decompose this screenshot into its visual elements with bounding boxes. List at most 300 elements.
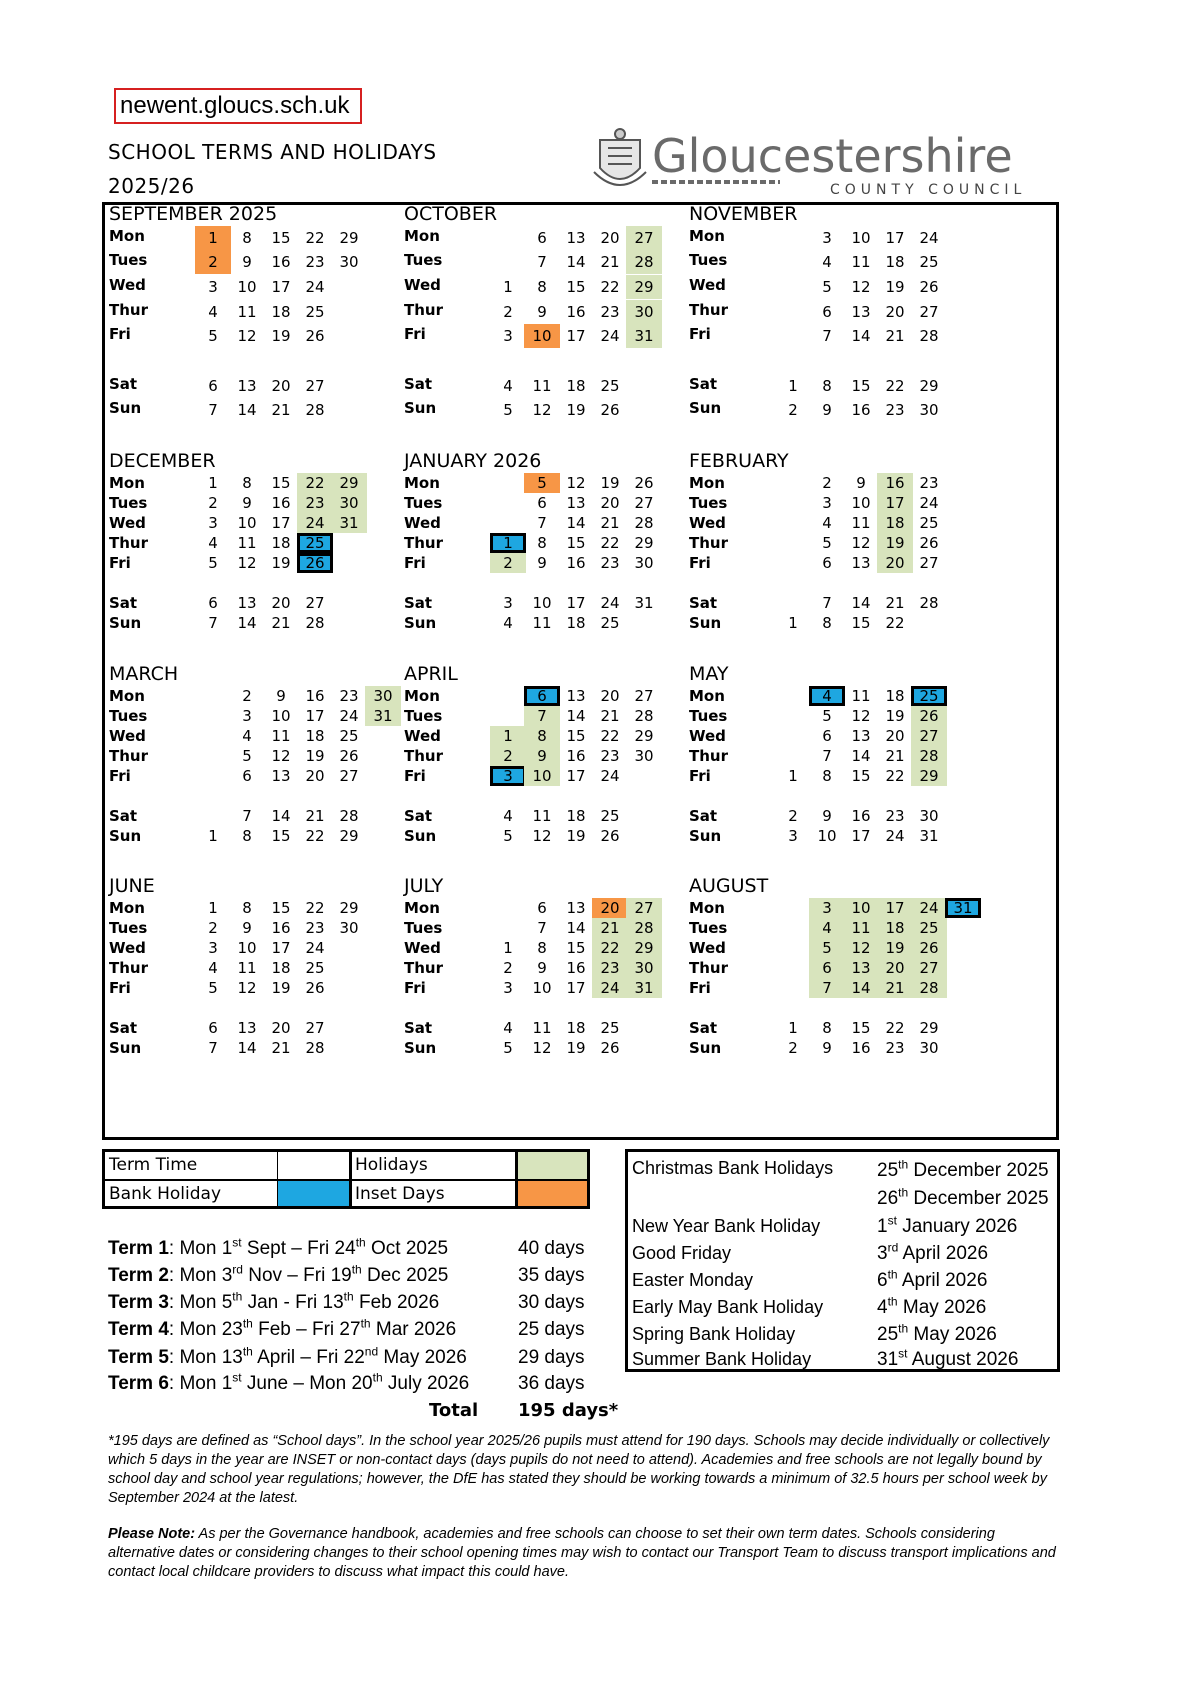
date-cell: 30 — [331, 493, 367, 513]
date-cell: 15 — [271, 827, 291, 845]
date-cell: 15 — [271, 899, 291, 917]
term-line — [108, 1235, 449, 1260]
date-cell: 5 — [208, 554, 218, 572]
bank-holiday-date — [877, 1240, 989, 1265]
date-cell: 14 — [271, 807, 291, 825]
date-cell: 3 — [208, 939, 218, 957]
date-cell: 23 — [885, 1039, 905, 1057]
date-cell: 5 — [503, 1039, 513, 1057]
day-label: Wed — [404, 514, 441, 532]
day-label: Fri — [404, 979, 426, 997]
date-cell: 22 — [600, 727, 620, 745]
date-cell: 24 — [305, 939, 325, 957]
date-suffix: th — [898, 1185, 909, 1200]
svg-text:COUNTY COUNCIL: COUNTY COUNCIL — [830, 182, 1027, 198]
date-cell: 23 — [919, 474, 939, 492]
date-cell: 16 — [877, 473, 913, 493]
date-cell: 20 — [885, 303, 905, 321]
date-cell: 6 — [208, 594, 218, 612]
term-text: Dec 2025 — [361, 1265, 449, 1286]
date-cell: 1 — [503, 939, 513, 957]
term-text: th — [242, 1316, 253, 1331]
date-cell: 15 — [851, 614, 871, 632]
term-line — [108, 1316, 457, 1341]
date-cell: 17 — [271, 939, 291, 957]
date-cell: 30 — [626, 300, 662, 324]
day-label: Sat — [689, 807, 718, 825]
day-label: Tues — [689, 494, 728, 512]
day-label: Sun — [109, 1039, 142, 1057]
date-cell: 3 — [208, 514, 218, 532]
date-cell: 16 — [566, 554, 586, 572]
date-cell: 23 — [339, 687, 359, 705]
day-label: Fri — [109, 325, 131, 343]
date-cell: 25 — [339, 727, 359, 745]
date-cell: 23 — [600, 554, 620, 572]
term-text: st — [232, 1235, 242, 1250]
term-text: Nov – Fri 19 — [242, 1265, 352, 1286]
date-cell: 25 — [600, 807, 620, 825]
day-label: Mon — [109, 687, 145, 705]
date-cell: 15 — [271, 474, 291, 492]
date-cell: 13 — [566, 899, 586, 917]
date-cell: 29 — [339, 827, 359, 845]
date-cell: 30 — [634, 554, 654, 572]
date-cell: 20 — [271, 377, 291, 395]
day-label: Mon — [404, 227, 440, 245]
date-cell: 3 — [503, 979, 513, 997]
term-text: st — [232, 1370, 242, 1385]
date-cell: 24 — [600, 594, 620, 612]
date-cell: 14 — [843, 978, 879, 998]
date-cell: 18 — [271, 959, 291, 977]
date-cell: 24 — [600, 327, 620, 345]
date-cell: 28 — [634, 707, 654, 725]
term-text: : Mon 23 — [168, 1319, 243, 1340]
date-cell: 19 — [271, 554, 291, 572]
month-name: DECEMBER — [109, 450, 216, 472]
date-cell: 25 — [305, 959, 325, 977]
day-label: Sat — [109, 807, 138, 825]
date-cell: 22 — [592, 938, 628, 958]
date-cell: 30 — [626, 958, 662, 978]
date-cell: 4 — [242, 727, 252, 745]
date-cell: 12 — [851, 707, 871, 725]
month-name: AUGUST — [689, 875, 769, 897]
date-cell: 9 — [242, 919, 252, 937]
date-cell: 14 — [851, 594, 871, 612]
date-cell: 1 — [503, 278, 513, 296]
date-cell: 24 — [305, 278, 325, 296]
date-cell: 5 — [524, 473, 560, 493]
date-cell: 25 — [919, 514, 939, 532]
date-cell: 18 — [566, 377, 586, 395]
date-cell: 6 — [208, 1019, 218, 1037]
date-cell: 28 — [911, 978, 947, 998]
date-cell: 15 — [566, 534, 586, 552]
day-label: Sat — [109, 594, 138, 612]
date-cell: 21 — [592, 918, 628, 938]
legend-bank-holiday: Bank Holiday — [109, 1184, 222, 1204]
date-cell: 24 — [911, 898, 947, 918]
month-name: MARCH — [109, 663, 179, 685]
date-cell: 19 — [600, 474, 620, 492]
date-cell: 6 — [524, 686, 560, 706]
date-cell: 6 — [822, 554, 832, 572]
date-cell: 19 — [271, 327, 291, 345]
swatch-inset — [518, 1181, 587, 1206]
legend — [102, 1149, 590, 1209]
total-days: 195 days* — [518, 1400, 619, 1421]
legend-inset-days: Inset Days — [355, 1184, 445, 1204]
date-cell: 21 — [600, 253, 620, 271]
date-cell: 11 — [843, 918, 879, 938]
date-cell: 2 — [503, 959, 513, 977]
day-label: Mon — [689, 227, 725, 245]
logo-wordmark — [652, 129, 1026, 198]
date-cell: 18 — [877, 513, 913, 533]
date-cell: 10 — [817, 827, 837, 845]
date-cell: 9 — [276, 687, 286, 705]
date-cell: 28 — [626, 918, 662, 938]
date-cell: 28 — [305, 401, 325, 419]
date-cell: 29 — [331, 473, 367, 493]
date-cell: 7 — [537, 514, 547, 532]
date-cell: 27 — [911, 958, 947, 978]
term-text: Mar 2026 — [370, 1319, 457, 1340]
date-cell: 4 — [208, 959, 218, 977]
date-cell: 10 — [851, 494, 871, 512]
date-cell: 18 — [566, 1019, 586, 1037]
date-cell: 11 — [532, 377, 552, 395]
date-cell: 5 — [822, 707, 832, 725]
date-cell: 29 — [634, 727, 654, 745]
date-day: 31 — [877, 1349, 899, 1370]
date-cell: 12 — [237, 554, 257, 572]
date-suffix: rd — [887, 1240, 899, 1255]
date-cell: 12 — [851, 534, 871, 552]
date-cell: 18 — [877, 918, 913, 938]
date-cell: 25 — [305, 303, 325, 321]
date-cell: 14 — [566, 514, 586, 532]
date-cell: 8 — [242, 474, 252, 492]
swatch-term — [278, 1152, 349, 1179]
date-cell: 11 — [237, 959, 257, 977]
day-label: Mon — [404, 474, 440, 492]
date-cell: 5 — [208, 327, 218, 345]
day-label: Wed — [109, 727, 146, 745]
term-label: Term 4 — [108, 1319, 169, 1340]
term-label: Term 5 — [108, 1347, 169, 1368]
day-label: Sun — [404, 827, 437, 845]
day-label: Wed — [109, 514, 146, 532]
date-cell: 26 — [600, 401, 620, 419]
date-cell: 14 — [237, 401, 257, 419]
term-days: 29 days — [518, 1347, 585, 1368]
date-cell: 11 — [532, 1019, 552, 1037]
date-cell: 4 — [809, 918, 845, 938]
date-cell: 5 — [242, 747, 252, 765]
please-note — [108, 1525, 1058, 1582]
day-label: Sat — [404, 594, 433, 612]
date-rest: December 2025 — [908, 1188, 1049, 1209]
month-name: MAY — [689, 663, 729, 685]
page-title: SCHOOL TERMS AND HOLIDAYS — [108, 140, 437, 164]
date-cell: 24 — [919, 229, 939, 247]
date-cell: 12 — [843, 938, 879, 958]
date-cell: 27 — [911, 726, 947, 746]
day-label: Fri — [689, 554, 711, 572]
date-cell: 18 — [885, 253, 905, 271]
date-cell: 10 — [237, 939, 257, 957]
date-cell: 17 — [271, 514, 291, 532]
date-cell: 14 — [566, 919, 586, 937]
month-name: JANUARY 2026 — [404, 450, 542, 472]
date-cell: 13 — [237, 1019, 257, 1037]
date-cell: 9 — [856, 474, 866, 492]
date-cell: 3 — [242, 707, 252, 725]
term-text: Jan - Fri 13 — [242, 1292, 344, 1313]
date-cell: 31 — [634, 594, 654, 612]
date-rest: April 2026 — [898, 1243, 989, 1264]
date-cell: 11 — [532, 807, 552, 825]
date-cell: 14 — [566, 253, 586, 271]
date-cell: 2 — [208, 494, 218, 512]
term-days: 36 days — [518, 1373, 585, 1394]
day-label: Tues — [109, 707, 148, 725]
date-cell: 7 — [822, 327, 832, 345]
date-day: 4 — [877, 1297, 888, 1318]
date-cell: 23 — [600, 747, 620, 765]
date-cell: 17 — [566, 327, 586, 345]
date-cell: 17 — [885, 229, 905, 247]
day-label: Sun — [689, 614, 722, 632]
date-cell: 7 — [537, 253, 547, 271]
date-cell: 27 — [626, 226, 662, 250]
date-cell: 24 — [885, 827, 905, 845]
swatch-bank — [278, 1181, 349, 1206]
date-cell: 30 — [339, 919, 359, 937]
date-cell: 9 — [242, 494, 252, 512]
term-text: th — [355, 1235, 366, 1250]
date-cell: 13 — [237, 594, 257, 612]
term-text: th — [343, 1289, 354, 1304]
date-cell: 15 — [566, 278, 586, 296]
date-cell: 8 — [242, 827, 252, 845]
day-label: Thur — [109, 301, 148, 319]
date-suffix: st — [898, 1346, 908, 1361]
day-label: Fri — [109, 554, 131, 572]
date-cell: 19 — [271, 979, 291, 997]
date-cell: 25 — [297, 533, 333, 553]
term-days: 35 days — [518, 1265, 585, 1286]
day-label: Tues — [404, 707, 443, 725]
bank-holiday-date — [877, 1321, 997, 1346]
term-text: Sept – Fri 24 — [241, 1238, 356, 1259]
date-cell: 14 — [237, 1039, 257, 1057]
date-cell: 4 — [809, 686, 845, 706]
day-label: Fri — [404, 325, 426, 343]
date-cell: 4 — [208, 534, 218, 552]
date-suffix: st — [887, 1213, 897, 1228]
date-cell: 2 — [490, 553, 526, 573]
date-cell: 25 — [911, 918, 947, 938]
date-cell: 7 — [537, 919, 547, 937]
day-label: Fri — [689, 325, 711, 343]
date-cell: 22 — [885, 377, 905, 395]
date-cell: 2 — [195, 250, 231, 274]
date-cell: 25 — [600, 377, 620, 395]
date-cell: 8 — [242, 899, 252, 917]
bank-holiday-name: Easter Monday — [632, 1270, 754, 1290]
date-cell: 20 — [600, 687, 620, 705]
day-label: Thur — [109, 959, 148, 977]
day-label: Thur — [689, 534, 728, 552]
date-cell: 19 — [566, 1039, 586, 1057]
day-label: Sun — [689, 827, 722, 845]
bank-holiday-date — [877, 1213, 1018, 1238]
date-cell: 26 — [600, 827, 620, 845]
date-cell: 21 — [885, 327, 905, 345]
term-text: th — [242, 1344, 253, 1359]
date-cell: 12 — [566, 474, 586, 492]
date-cell: 27 — [305, 1019, 325, 1037]
date-cell: 10 — [524, 766, 560, 786]
date-cell: 16 — [851, 807, 871, 825]
date-cell: 3 — [788, 827, 798, 845]
month-name: NOVEMBER — [689, 203, 798, 225]
date-cell: 3 — [822, 494, 832, 512]
date-cell: 1 — [208, 899, 218, 917]
date-cell: 14 — [851, 327, 871, 345]
date-cell: 7 — [242, 807, 252, 825]
day-label: Tues — [689, 707, 728, 725]
date-cell: 21 — [271, 401, 291, 419]
term-text: June – Mon 20 — [241, 1373, 373, 1394]
date-cell: 16 — [271, 253, 291, 271]
day-label: Mon — [404, 899, 440, 917]
date-cell: 15 — [566, 727, 586, 745]
date-cell: 8 — [822, 614, 832, 632]
date-cell: 20 — [877, 553, 913, 573]
date-cell: 30 — [634, 747, 654, 765]
date-cell: 24 — [297, 513, 333, 533]
date-cell: 9 — [537, 959, 547, 977]
calendar-grid — [102, 202, 1059, 1140]
date-cell: 7 — [822, 594, 832, 612]
date-cell: 12 — [237, 979, 257, 997]
date-cell: 2 — [822, 474, 832, 492]
day-label: Sat — [689, 375, 718, 393]
gloucestershire-logo — [590, 128, 1040, 206]
date-cell: 1 — [490, 726, 526, 746]
date-cell: 8 — [524, 726, 560, 746]
date-cell: 6 — [208, 377, 218, 395]
date-cell: 8 — [537, 278, 547, 296]
day-label: Mon — [689, 687, 725, 705]
date-cell: 15 — [851, 377, 871, 395]
legend-holidays: Holidays — [355, 1155, 428, 1175]
date-cell: 31 — [945, 898, 981, 918]
term-text: nd — [364, 1344, 379, 1359]
date-cell: 20 — [305, 767, 325, 785]
bank-holiday-name: Summer Bank Holiday — [632, 1349, 812, 1369]
bank-holiday-list — [625, 1149, 1060, 1372]
date-cell: 31 — [626, 978, 662, 998]
date-cell: 5 — [503, 401, 513, 419]
date-cell: 11 — [237, 534, 257, 552]
date-cell: 1 — [208, 827, 218, 845]
date-cell: 12 — [532, 827, 552, 845]
day-label: Tues — [689, 919, 728, 937]
date-cell: 22 — [305, 827, 325, 845]
date-cell: 7 — [809, 978, 845, 998]
date-cell: 29 — [911, 766, 947, 786]
date-cell: 27 — [634, 687, 654, 705]
date-cell: 31 — [626, 324, 662, 348]
date-cell: 16 — [566, 747, 586, 765]
day-label: Sun — [404, 399, 437, 417]
date-day: 25 — [877, 1160, 899, 1181]
date-suffix: th — [887, 1294, 898, 1309]
day-label: Mon — [109, 899, 145, 917]
term-text: th — [351, 1262, 362, 1277]
date-cell: 10 — [524, 324, 560, 348]
day-label: Fri — [404, 554, 426, 572]
date-cell: 28 — [634, 514, 654, 532]
date-cell: 4 — [503, 1019, 513, 1037]
day-label: Sun — [689, 1039, 722, 1057]
date-cell: 27 — [339, 767, 359, 785]
day-label: Wed — [109, 276, 146, 294]
day-label: Sun — [404, 614, 437, 632]
date-cell: 2 — [490, 746, 526, 766]
month-name: FEBRUARY — [689, 450, 789, 472]
website-url[interactable]: newent.gloucs.sch.uk — [114, 88, 362, 124]
date-cell: 9 — [822, 1039, 832, 1057]
day-label: Sat — [404, 375, 433, 393]
date-cell: 27 — [919, 554, 939, 572]
date-cell: 1 — [788, 377, 798, 395]
date-cell: 23 — [592, 958, 628, 978]
date-cell: 22 — [305, 899, 325, 917]
date-cell: 16 — [566, 303, 586, 321]
date-cell: 12 — [532, 401, 552, 419]
day-label: Tues — [689, 251, 728, 269]
date-cell: 29 — [339, 899, 359, 917]
date-cell: 21 — [305, 807, 325, 825]
day-label: Wed — [404, 727, 441, 745]
date-cell: 19 — [885, 707, 905, 725]
school-year: 2025/26 — [108, 174, 195, 198]
date-cell: 23 — [305, 919, 325, 937]
date-cell: 26 — [911, 706, 947, 726]
bank-holiday-name: New Year Bank Holiday — [632, 1216, 821, 1236]
legend-term-time: Term Time — [109, 1155, 198, 1175]
date-cell: 5 — [208, 979, 218, 997]
date-rest: December 2025 — [908, 1160, 1049, 1181]
date-cell: 2 — [788, 807, 798, 825]
month-name: OCTOBER — [404, 203, 498, 225]
date-cell: 4 — [822, 253, 832, 271]
day-label: Sun — [109, 827, 142, 845]
date-cell: 17 — [566, 979, 586, 997]
day-label: Wed — [689, 727, 726, 745]
date-cell: 6 — [822, 727, 832, 745]
term-text: : Mon 1 — [168, 1373, 233, 1394]
date-cell: 20 — [592, 898, 628, 918]
date-cell: 23 — [885, 807, 905, 825]
